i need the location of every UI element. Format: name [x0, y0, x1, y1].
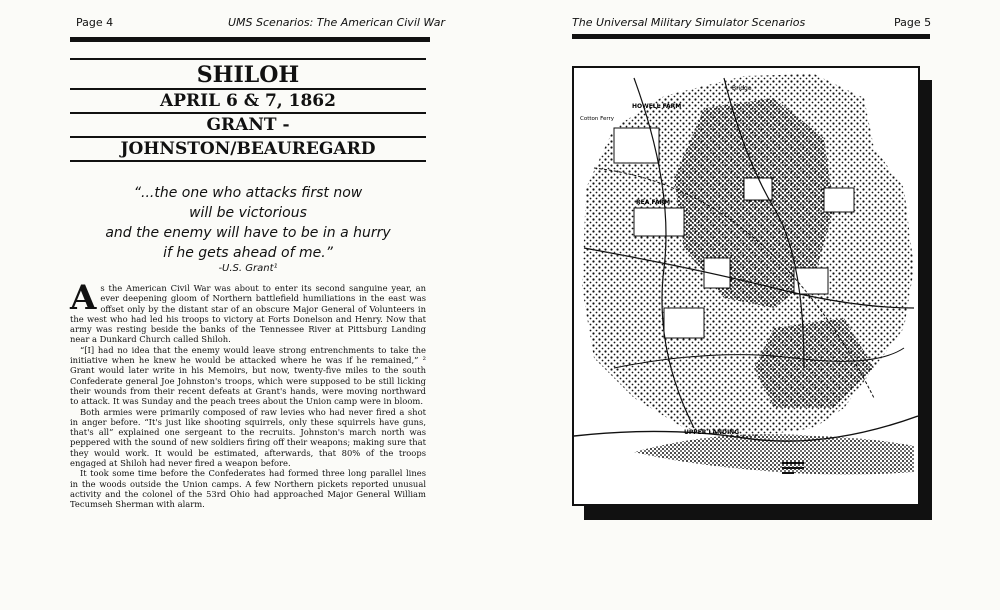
map-frame — [572, 66, 920, 506]
map-label-cotton-ferry: Cotton Ferry — [580, 116, 615, 122]
map-label-upper-landing: UPPER LANDING — [684, 429, 740, 436]
title-block — [70, 58, 426, 162]
paragraph: “[I] had no idea that the enemy would leave strong entrenchments to take the initiative when he knew he would be attacked where he was if he remained,” ² Grant would later write in his Memoirs, but now, twenty-five miles to the south Confederate general Joe Johnston's troops, which were supposed to be still licking their wounds from their recent defeats at Grant's hands, were moving northward to attack. It was Sunday and the peach trees about the Union camp were in bloom. — [70, 344, 426, 407]
scale-bar — [782, 472, 794, 474]
shiloh-terrain-map — [574, 68, 918, 504]
drop-cap: A — [70, 278, 97, 318]
paragraph: Both armies were primarily composed of raw levies who had never fired a shot in anger before. “It's just like shooting squirrels, only these squirrels have guns, that's all” explained one sergeant to the recruits. Johnston's march north was peppered with the sound of new soldiers firing off their weapons; making sure that they would work. It would be estimated, afterwards, that 80% of the troops engaged at Shiloh had never fired a weapon before. — [70, 406, 426, 469]
scale-bar — [782, 467, 804, 469]
right-page-number: Page 5 — [894, 16, 932, 29]
map-label-rea-farm: REA FARM — [636, 199, 671, 206]
right-running-title: The Universal Military Simulator Scenarios — [572, 16, 806, 29]
right-header-rule — [572, 34, 930, 39]
quote-line: “...the one who attacks first now — [133, 185, 363, 201]
scenario-date: APRIL 6 & 7, 1862 — [160, 91, 336, 111]
body-text — [70, 278, 426, 510]
quote-line: and the enemy will have to be in a hurry — [105, 225, 391, 241]
quote-attribution: -U.S. Grant¹ — [218, 263, 278, 274]
epigraph — [70, 183, 426, 275]
left-header-rule — [70, 37, 430, 42]
map-label-howell-farm: HOWELL FARM — [632, 103, 682, 110]
battle-map — [572, 66, 920, 506]
quote-line: if he gets ahead of me.” — [163, 245, 333, 261]
left-running-title: UMS Scenarios: The American Civil War — [228, 16, 445, 29]
scale-bar — [782, 462, 804, 464]
title-rule — [70, 160, 426, 162]
quote-line: will be victorious — [189, 205, 307, 221]
scenario-title: SHILOH — [196, 62, 300, 88]
paragraph: As the American Civil War was about to enter its second sanguine year, an ever deepening gloom of Northern battlefield humiliations in the east was offset only by the distant star of an obscure Major General of Volunteers in the west who had led his troops to victory at Forts Donelson and Henry. Now that army was resting beside the banks of the Tennessee River at Pittsburg Landing near a Dunkard Church called Shiloh. — [70, 278, 426, 345]
right-page — [500, 0, 1000, 610]
map-label-bridge: Bridge — [732, 85, 752, 92]
commanders-line-2: JOHNSTON/BEAUREGARD — [120, 139, 376, 159]
commanders-line-1: GRANT - — [206, 115, 290, 135]
paragraph: It took some time before the Confederates had formed three long parallel lines in the woods outside the Union camps. A few Northern pickets reported unusual activity and the colonel of the 53rd Ohio had approached Major General William Tecumseh Sherman with alarm. — [70, 468, 426, 510]
left-page-number: Page 4 — [76, 16, 114, 29]
